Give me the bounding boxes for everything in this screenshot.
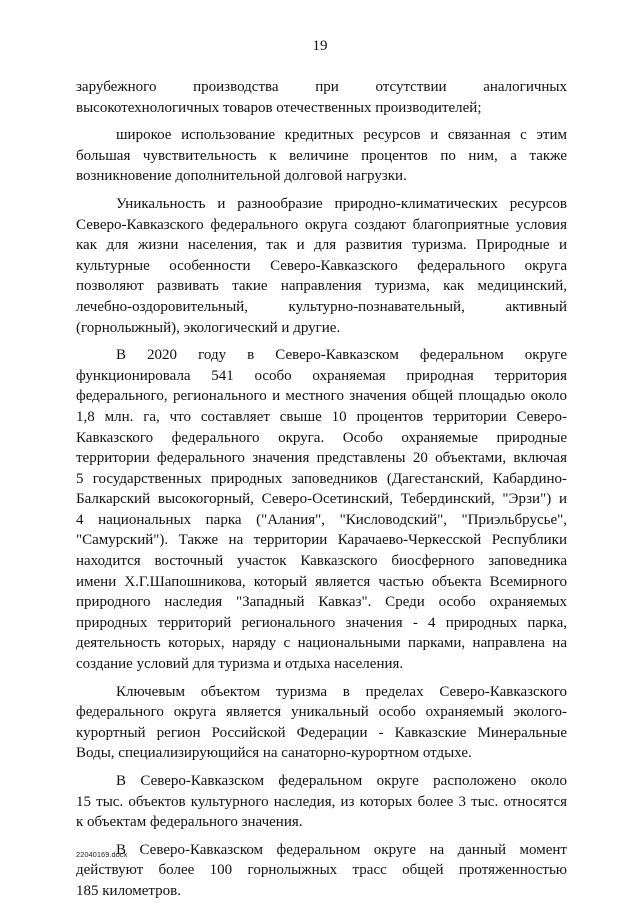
text-line: большая чувствительность к величине процентов по ним, а также [76,147,567,164]
paragraph [76,194,567,338]
text-line: имени Х.Г.Шапошникова, который является частью объекта Всемирного [76,573,567,590]
text-line: Балкарский высокогорный, Северо-Осетинский, Тебердинский, "Эрзи") и [76,491,567,508]
paragraph [76,77,567,118]
paragraph [76,345,567,675]
text-line: действуют более 100 горнолыжных трасс общей протяженностью [76,862,567,879]
text-line: природного наследия "Западный Кавказ". Среди особо охраняемых [76,594,567,611]
text-line: природных территорий регионального значения - 4 природных парка, [76,614,567,631]
text-line: 15 тыс. объектов культурного наследия, из которых более 3 тыс. относятся [76,793,567,810]
text-line: высокотехнологичных товаров отечественных производителей; [76,99,482,116]
text-line: находится восточный участок Кавказского биосферного заповедника [76,553,567,570]
text-line: деятельность которых, наряду с национальными парками, направлена на [76,635,567,652]
text-line: культурные особенности Северо-Кавказского федерального округа [76,257,567,274]
footer-filename: 22040169.docx [76,850,128,859]
text-line: Уникальность и разнообразие природно-климатических ресурсов [116,195,567,212]
text-line: В 2020 году в Северо-Кавказском федеральном округе [116,347,567,364]
paragraph [76,771,567,833]
text-line: В Северо-Кавказском федеральном округе расположено около [116,773,567,789]
text-line: к объектам федерального значения. [76,814,303,831]
text-line: 185 километров. [76,882,181,899]
text-line: функционировала 541 особо охраняемая природная территория [76,367,567,384]
text-line: зарубежного производства при отсутствии аналогичных [76,79,567,95]
text-line: территории федерального значения представлены 20 объектами, включая [76,450,567,467]
text-line: (горнолыжный), экологический и другие. [76,319,341,336]
text-line: как для жизни населения, так и для развития туризма. Природные и [76,237,567,254]
text-line: возникновение дополнительной долговой нагрузки. [76,168,407,185]
text-line: создание условий для туризма и отдыха населения. [76,656,404,673]
text-line: Ключевым объектом туризма в пределах Северо-Кавказского [116,683,567,700]
text-line: широкое использование кредитных ресурсов и связанная с этим [116,127,567,144]
text-line: 1,8 млн. га, что составляет свыше 10 процентов территории Северо- [76,408,567,425]
text-line: 5 государственных природных заповедников (Дагестанский, Кабардино- [76,470,567,487]
text-line: федерального округа является уникальный особо охраняемый эколого- [76,704,567,721]
paragraph [76,125,567,187]
text-line: лечебно-оздоровительный, культурно-познавательный, активный [76,298,567,315]
paragraph [76,682,567,764]
text-line: Кавказского федерального округа. Особо охраняемые природные [76,429,567,446]
text-line: "Самурский"). Также на территории Карачаево-Черкесской Республики [76,532,567,549]
text-line: курортный регион Российской Федерации - Кавказские Минеральные [76,724,567,741]
text-line: 4 национальных парка ("Алания", "Кисловодский", "Приэльбрусье", [76,511,567,528]
text-line: позволяют развивать такие направления туризма, как медицинский, [76,278,567,295]
page-number: 19 [312,38,328,54]
text-line: В Северо-Кавказском федеральном округе на данный момент [116,841,567,858]
text-line: Воды, специализирующийся на санаторно-курортном отдыхе. [76,745,472,762]
paragraph [76,840,567,902]
document-body [76,77,567,909]
text-line: федерального, регионального и местного значения общей площадью около [76,388,567,405]
text-line: Северо-Кавказского федерального округа создают благоприятные условия [76,216,567,233]
